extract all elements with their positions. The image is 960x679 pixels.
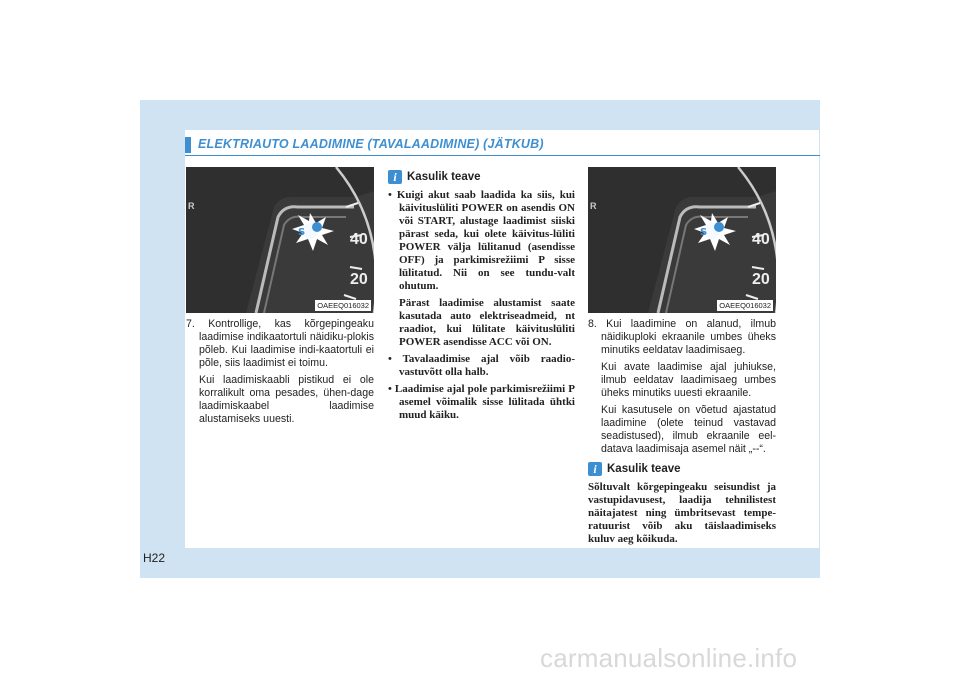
info-title: Kasulik teave	[407, 171, 481, 183]
cluster-illustration-left	[186, 167, 374, 313]
info-icon: i	[588, 462, 602, 476]
info-header	[388, 170, 575, 184]
gauge-label-high: 40	[350, 231, 368, 248]
figure-left-instrument-cluster	[186, 167, 374, 313]
step-8-note-scheduled: Kui kasutusele on võetud ajastatud laadimine (olete teinud vastavad seadistused), ilmub ekraanile eel-datava laadimisaja asemel näit „--“.	[601, 404, 776, 455]
section-title: ELEKTRIAUTO LAADIMINE (TAVALAADIMINE) (JÄTKUB)	[198, 137, 544, 151]
step-8-text: 8. Kui laadimine on alanud, ilmub näidikuploki ekraanile umbes üheks minutiks eeldatav laadimisaeg.	[588, 318, 776, 356]
info-header	[588, 462, 776, 476]
gauge-label-low: 20	[350, 271, 368, 288]
column-right	[588, 318, 776, 546]
svg-text:S: S	[298, 227, 306, 238]
bullet-radio: • Tavalaadimise ajal võib raadio-vastuvõtt olla halb.	[388, 353, 575, 378]
bullet-gear: • Laadimise ajal pole parkimisrežiimi P asemel võimalik sisse lülitada ühtki muud käiku.	[388, 383, 575, 421]
section-marker	[185, 137, 191, 153]
cluster-illustration-right	[588, 167, 776, 313]
bullet-power-switch: • Kuigi akut saab laadida ka siis, kui käivituslüliti POWER on asendis ON või START, alustage laadimist siiski pärast seda, kui olete käivitus-lüliti POWER välja lülitanud (asendisse OFF) ja parkimisrežiimi P sisse lülitatud. Nii on see tundu-valt ohutum.	[388, 189, 575, 292]
gauge-label-high: 40	[752, 231, 770, 248]
step-8-note-door: Kui avate laadimise ajal juhiukse, ilmub eeldatav laadimisaeg umbes üheks minutiks uuesti ekraanile.	[601, 361, 776, 399]
svg-text:S: S	[700, 227, 708, 238]
info-title: Kasulik teave	[607, 463, 681, 475]
watermark: carmanualsonline.info	[540, 643, 798, 673]
figure-right-instrument-cluster	[588, 167, 776, 313]
step-7-note: Kui laadimiskaabli pistikud ei ole korralikult oma pesades, ühen-dage laadimiskaabel laadimise alustamiseks uuesti.	[199, 374, 374, 425]
info-text-charging-time: Sõltuvalt kõrgepingeaku seisundist ja vastupidavusest, laadija tehnilistest näitajatest ning ümbritsevast tempe-ratuurist võib aku täislaadimiseks kuluv aeg kõikuda.	[588, 481, 776, 545]
column-left	[186, 318, 374, 426]
bullet-power-switch-note: Pärast laadimise alustamist saate kasutada auto elektriseadmeid, nt raadiot, kui lülitate käivituslüliti POWER asendisse ACC või ON.	[399, 297, 575, 348]
step-7-text: 7. Kontrollige, kas kõrgepingeaku laadimise indikaatortuli näidiku-plokis põleb. Kui laadimise indi-kaatortuli ei põle, siis laadimist ei toimu.	[186, 318, 374, 369]
figure-code: OAEEQ016032	[317, 301, 369, 310]
gauge-label-low: 20	[752, 271, 770, 288]
section-rule	[185, 155, 820, 156]
page-number: H22	[143, 551, 166, 565]
info-icon: i	[388, 170, 402, 184]
column-middle	[388, 170, 575, 422]
gear-indicator-letter: R	[590, 201, 597, 211]
figure-code: OAEEQ016032	[719, 301, 771, 310]
gear-indicator-letter: R	[188, 201, 195, 211]
